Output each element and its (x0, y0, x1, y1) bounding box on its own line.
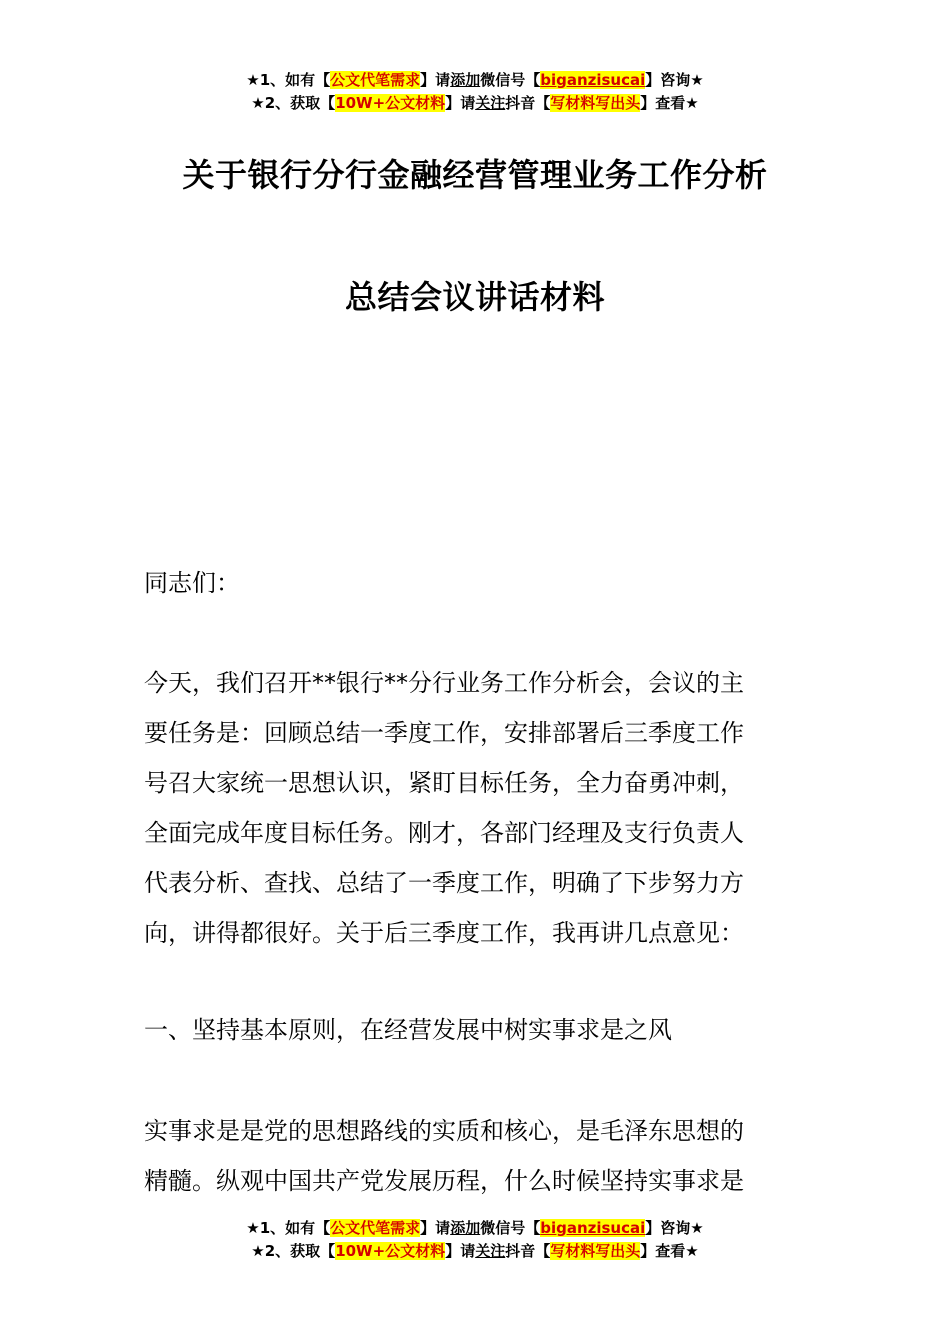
banner-line-1: ★1、如有【公文代笔需求】请添加微信号【biganzisucai】咨询★ (246, 1219, 704, 1237)
paragraph-line: 今天，我们召开**银行**分行业务工作分析会，会议的主 (144, 669, 744, 697)
footer-banner (0, 1217, 950, 1263)
paragraph-line: 要任务是：回顾总结一季度工作，安排部署后三季度工作 (144, 719, 744, 747)
douyin-account-highlight: 写材料写出头 (550, 1242, 641, 1260)
douyin-account-highlight: 写材料写出头 (550, 94, 641, 112)
salutation: 同志们： (144, 569, 240, 597)
wechat-id-link[interactable]: biganzisucai (540, 1219, 646, 1237)
banner-line-2: ★2、获取【10W+公文材料】请关注抖音【写材料写出头】查看★ (251, 1242, 699, 1260)
header-banner (0, 69, 950, 115)
service-highlight: 公文代笔需求 (330, 1219, 421, 1237)
section-heading-1: 一、坚持基本原则，在经营发展中树实事求是之风 (144, 1016, 672, 1044)
banner-line-2: ★2、获取【10W+公文材料】请关注抖音【写材料写出头】查看★ (251, 94, 699, 112)
banner-line-1: ★1、如有【公文代笔需求】请添加微信号【biganzisucai】咨询★ (246, 71, 704, 89)
materials-highlight: 10W+公文材料 (335, 1242, 446, 1260)
paragraph-line: 向，讲得都很好。关于后三季度工作，我再讲几点意见： (144, 919, 744, 947)
paragraph-line: 号召大家统一思想认识，紧盯目标任务，全力奋勇冲刺， (144, 769, 744, 797)
document-title-line-1: 关于银行分行金融经营管理业务工作分析 (182, 156, 768, 194)
paragraph-line: 实事求是是党的思想路线的实质和核心，是毛泽东思想的 (144, 1117, 744, 1145)
paragraph-line: 全面完成年度目标任务。刚才，各部门经理及支行负责人 (144, 819, 744, 847)
wechat-id-link[interactable]: biganzisucai (540, 71, 646, 89)
paragraph-line: 精髓。纵观中国共产党发展历程，什么时候坚持实事求是 (144, 1167, 744, 1195)
service-highlight: 公文代笔需求 (330, 71, 421, 89)
paragraph-section-1 (144, 1106, 814, 1206)
paragraph-intro (144, 658, 814, 958)
materials-highlight: 10W+公文材料 (335, 94, 446, 112)
paragraph-line: 代表分析、查找、总结了一季度工作，明确了下步努力方 (144, 869, 744, 897)
document-title-line-2: 总结会议讲话材料 (344, 278, 605, 316)
